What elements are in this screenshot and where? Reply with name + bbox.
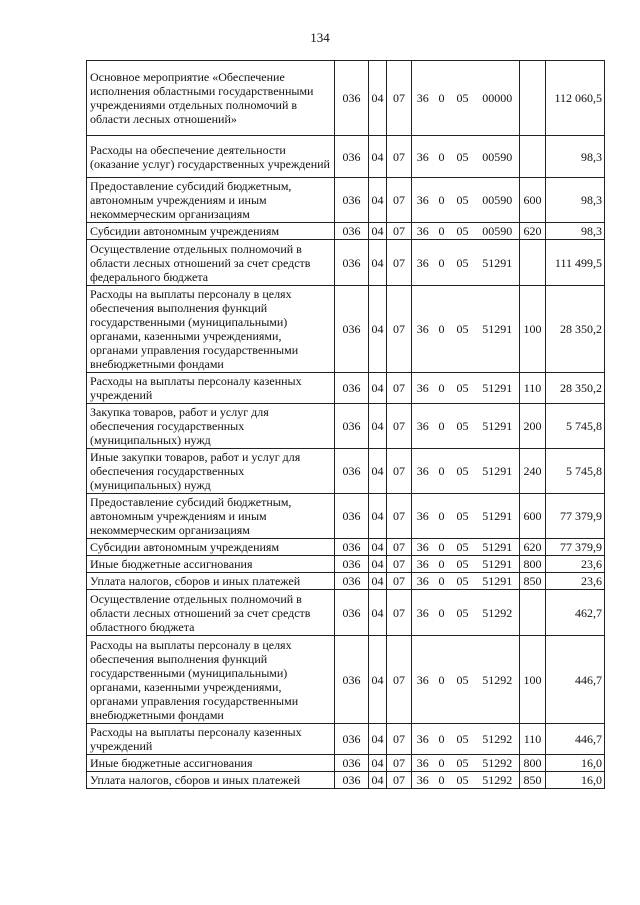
subsection-code: 07 xyxy=(387,539,412,556)
subprogram-code: 0 xyxy=(434,286,450,373)
program-code: 36 xyxy=(412,590,434,636)
direction-code: 05 xyxy=(450,286,476,373)
direction-code: 05 xyxy=(450,404,476,449)
subsection-code: 07 xyxy=(387,223,412,240)
table-row xyxy=(87,404,605,449)
ministry-code: 036 xyxy=(335,636,369,724)
expense-type-code: 600 xyxy=(520,494,546,539)
direction-code: 05 xyxy=(450,494,476,539)
table-row xyxy=(87,636,605,724)
expense-number: 51291 xyxy=(476,539,520,556)
subprogram-code: 0 xyxy=(434,449,450,494)
amount: 98,3 xyxy=(546,178,605,223)
amount: 462,7 xyxy=(546,590,605,636)
subsection-code: 07 xyxy=(387,724,412,755)
table-row xyxy=(87,539,605,556)
program-code: 36 xyxy=(412,178,434,223)
expense-type-code: 110 xyxy=(520,724,546,755)
amount: 28 350,2 xyxy=(546,286,605,373)
table-row xyxy=(87,494,605,539)
program-code: 36 xyxy=(412,636,434,724)
expense-number: 00590 xyxy=(476,178,520,223)
amount: 98,3 xyxy=(546,223,605,240)
row-name: Субсидии автономным учреждениям xyxy=(87,539,335,556)
expense-number: 51292 xyxy=(476,724,520,755)
expense-type-code: 850 xyxy=(520,573,546,590)
subsection-code: 07 xyxy=(387,494,412,539)
program-code: 36 xyxy=(412,373,434,404)
subsection-code: 07 xyxy=(387,636,412,724)
row-name: Расходы на выплаты персоналу казенных учреждений xyxy=(87,724,335,755)
row-name: Субсидии автономным учреждениям xyxy=(87,223,335,240)
subsection-code: 07 xyxy=(387,61,412,136)
ministry-code: 036 xyxy=(335,223,369,240)
program-code: 36 xyxy=(412,573,434,590)
direction-code: 05 xyxy=(450,373,476,404)
row-name: Расходы на выплаты персоналу казенных учреждений xyxy=(87,373,335,404)
section-code: 04 xyxy=(369,223,387,240)
ministry-code: 036 xyxy=(335,539,369,556)
expense-number: 51291 xyxy=(476,404,520,449)
amount: 98,3 xyxy=(546,136,605,178)
amount: 16,0 xyxy=(546,755,605,772)
ministry-code: 036 xyxy=(335,286,369,373)
direction-code: 05 xyxy=(450,590,476,636)
direction-code: 05 xyxy=(450,178,476,223)
direction-code: 05 xyxy=(450,556,476,573)
expense-number: 00590 xyxy=(476,223,520,240)
program-code: 36 xyxy=(412,494,434,539)
subprogram-code: 0 xyxy=(434,373,450,404)
section-code: 04 xyxy=(369,449,387,494)
amount: 5 745,8 xyxy=(546,404,605,449)
subsection-code: 07 xyxy=(387,772,412,789)
program-code: 36 xyxy=(412,539,434,556)
ministry-code: 036 xyxy=(335,240,369,286)
subprogram-code: 0 xyxy=(434,136,450,178)
subsection-code: 07 xyxy=(387,573,412,590)
ministry-code: 036 xyxy=(335,494,369,539)
table-row xyxy=(87,286,605,373)
expense-type-code xyxy=(520,590,546,636)
subprogram-code: 0 xyxy=(434,772,450,789)
expense-number: 51291 xyxy=(476,556,520,573)
expense-type-code: 100 xyxy=(520,286,546,373)
direction-code: 05 xyxy=(450,772,476,789)
expense-number: 51291 xyxy=(476,373,520,404)
direction-code: 05 xyxy=(450,724,476,755)
section-code: 04 xyxy=(369,178,387,223)
expense-type-code: 200 xyxy=(520,404,546,449)
table-row xyxy=(87,755,605,772)
table-row xyxy=(87,772,605,789)
direction-code: 05 xyxy=(450,240,476,286)
section-code: 04 xyxy=(369,724,387,755)
section-code: 04 xyxy=(369,755,387,772)
amount: 446,7 xyxy=(546,636,605,724)
direction-code: 05 xyxy=(450,755,476,772)
program-code: 36 xyxy=(412,240,434,286)
direction-code: 05 xyxy=(450,636,476,724)
amount: 446,7 xyxy=(546,724,605,755)
section-code: 04 xyxy=(369,573,387,590)
row-name: Иные бюджетные ассигнования xyxy=(87,755,335,772)
table-row xyxy=(87,373,605,404)
row-name: Иные закупки товаров, работ и услуг для обеспечения государственных (муниципальных) нужд xyxy=(87,449,335,494)
expense-type-code xyxy=(520,61,546,136)
direction-code: 05 xyxy=(450,539,476,556)
subprogram-code: 0 xyxy=(434,494,450,539)
section-code: 04 xyxy=(369,494,387,539)
amount: 5 745,8 xyxy=(546,449,605,494)
expense-number: 51291 xyxy=(476,494,520,539)
amount: 16,0 xyxy=(546,772,605,789)
amount: 77 379,9 xyxy=(546,539,605,556)
ministry-code: 036 xyxy=(335,556,369,573)
program-code: 36 xyxy=(412,286,434,373)
ministry-code: 036 xyxy=(335,573,369,590)
expense-number: 00590 xyxy=(476,136,520,178)
subsection-code: 07 xyxy=(387,178,412,223)
ministry-code: 036 xyxy=(335,178,369,223)
program-code: 36 xyxy=(412,449,434,494)
expense-type-code: 600 xyxy=(520,178,546,223)
row-name: Основное мероприятие «Обеспечение исполнения областными государственными учреждениями отдельных полномочий в области лесных отношений» xyxy=(87,61,335,136)
ministry-code: 036 xyxy=(335,373,369,404)
table-row xyxy=(87,61,605,136)
page-number: 134 xyxy=(310,30,330,45)
subprogram-code: 0 xyxy=(434,240,450,286)
subsection-code: 07 xyxy=(387,404,412,449)
budget-table xyxy=(86,60,605,789)
subsection-code: 07 xyxy=(387,755,412,772)
expense-number: 51291 xyxy=(476,573,520,590)
subsection-code: 07 xyxy=(387,286,412,373)
direction-code: 05 xyxy=(450,573,476,590)
row-name: Осуществление отдельных полномочий в области лесных отношений за счет средств федерального бюджета xyxy=(87,240,335,286)
subprogram-code: 0 xyxy=(434,556,450,573)
subprogram-code: 0 xyxy=(434,61,450,136)
expense-number: 51291 xyxy=(476,286,520,373)
ministry-code: 036 xyxy=(335,61,369,136)
expense-number: 51291 xyxy=(476,449,520,494)
ministry-code: 036 xyxy=(335,449,369,494)
expense-number: 51292 xyxy=(476,590,520,636)
subsection-code: 07 xyxy=(387,590,412,636)
section-code: 04 xyxy=(369,373,387,404)
amount: 112 060,5 xyxy=(546,61,605,136)
ministry-code: 036 xyxy=(335,136,369,178)
row-name: Предоставление субсидий бюджетным, автономным учреждениям и иным некоммерческим организациям xyxy=(87,178,335,223)
section-code: 04 xyxy=(369,286,387,373)
subprogram-code: 0 xyxy=(434,223,450,240)
program-code: 36 xyxy=(412,556,434,573)
subsection-code: 07 xyxy=(387,373,412,404)
section-code: 04 xyxy=(369,556,387,573)
program-code: 36 xyxy=(412,404,434,449)
row-name: Осуществление отдельных полномочий в области лесных отношений за счет средств областного бюджета xyxy=(87,590,335,636)
section-code: 04 xyxy=(369,61,387,136)
expense-number: 51292 xyxy=(476,755,520,772)
section-code: 04 xyxy=(369,772,387,789)
subprogram-code: 0 xyxy=(434,539,450,556)
program-code: 36 xyxy=(412,136,434,178)
row-name: Расходы на выплаты персоналу в целях обеспечения выполнения функций государственными (муниципальными) органами, казенными учреждениями, органами управления государственными внебюджетными фондами xyxy=(87,286,335,373)
row-name: Закупка товаров, работ и услуг для обеспечения государственных (муниципальных) нужд xyxy=(87,404,335,449)
direction-code: 05 xyxy=(450,136,476,178)
ministry-code: 036 xyxy=(335,404,369,449)
expense-type-code xyxy=(520,136,546,178)
section-code: 04 xyxy=(369,136,387,178)
program-code: 36 xyxy=(412,755,434,772)
expense-type-code: 800 xyxy=(520,755,546,772)
expense-type-code: 240 xyxy=(520,449,546,494)
expense-number: 51291 xyxy=(476,240,520,286)
expense-number: 51292 xyxy=(476,636,520,724)
program-code: 36 xyxy=(412,223,434,240)
table-row xyxy=(87,724,605,755)
table-body xyxy=(87,61,605,789)
direction-code: 05 xyxy=(450,223,476,240)
amount: 23,6 xyxy=(546,556,605,573)
row-name: Расходы на обеспечение деятельности (оказание услуг) государственных учреждений xyxy=(87,136,335,178)
table-row xyxy=(87,573,605,590)
expense-type-code: 850 xyxy=(520,772,546,789)
expense-type-code: 100 xyxy=(520,636,546,724)
subsection-code: 07 xyxy=(387,449,412,494)
subprogram-code: 0 xyxy=(434,636,450,724)
subprogram-code: 0 xyxy=(434,573,450,590)
program-code: 36 xyxy=(412,772,434,789)
direction-code: 05 xyxy=(450,449,476,494)
expense-type-code: 110 xyxy=(520,373,546,404)
amount: 23,6 xyxy=(546,573,605,590)
subprogram-code: 0 xyxy=(434,590,450,636)
subsection-code: 07 xyxy=(387,556,412,573)
expense-number: 00000 xyxy=(476,61,520,136)
expense-type-code: 620 xyxy=(520,223,546,240)
subprogram-code: 0 xyxy=(434,755,450,772)
row-name: Иные бюджетные ассигнования xyxy=(87,556,335,573)
row-name: Уплата налогов, сборов и иных платежей xyxy=(87,772,335,789)
ministry-code: 036 xyxy=(335,772,369,789)
table-row xyxy=(87,178,605,223)
table-row xyxy=(87,556,605,573)
section-code: 04 xyxy=(369,590,387,636)
amount: 111 499,5 xyxy=(546,240,605,286)
expense-type-code xyxy=(520,240,546,286)
row-name: Предоставление субсидий бюджетным, автономным учреждениям и иным некоммерческим организациям xyxy=(87,494,335,539)
subprogram-code: 0 xyxy=(434,724,450,755)
table-row xyxy=(87,240,605,286)
expense-type-code: 620 xyxy=(520,539,546,556)
amount: 28 350,2 xyxy=(546,373,605,404)
ministry-code: 036 xyxy=(335,755,369,772)
ministry-code: 036 xyxy=(335,724,369,755)
row-name: Уплата налогов, сборов и иных платежей xyxy=(87,573,335,590)
ministry-code: 036 xyxy=(335,590,369,636)
subsection-code: 07 xyxy=(387,240,412,286)
section-code: 04 xyxy=(369,404,387,449)
section-code: 04 xyxy=(369,636,387,724)
program-code: 36 xyxy=(412,61,434,136)
expense-number: 51292 xyxy=(476,772,520,789)
subprogram-code: 0 xyxy=(434,178,450,223)
program-code: 36 xyxy=(412,724,434,755)
amount: 77 379,9 xyxy=(546,494,605,539)
table-row xyxy=(87,136,605,178)
table-row xyxy=(87,590,605,636)
section-code: 04 xyxy=(369,240,387,286)
subsection-code: 07 xyxy=(387,136,412,178)
row-name: Расходы на выплаты персоналу в целях обеспечения выполнения функций государственными (муниципальными) органами, казенными учреждениями, органами управления государственными внебюджетными фондами xyxy=(87,636,335,724)
section-code: 04 xyxy=(369,539,387,556)
direction-code: 05 xyxy=(450,61,476,136)
table-row xyxy=(87,223,605,240)
table-row xyxy=(87,449,605,494)
subprogram-code: 0 xyxy=(434,404,450,449)
expense-type-code: 800 xyxy=(520,556,546,573)
